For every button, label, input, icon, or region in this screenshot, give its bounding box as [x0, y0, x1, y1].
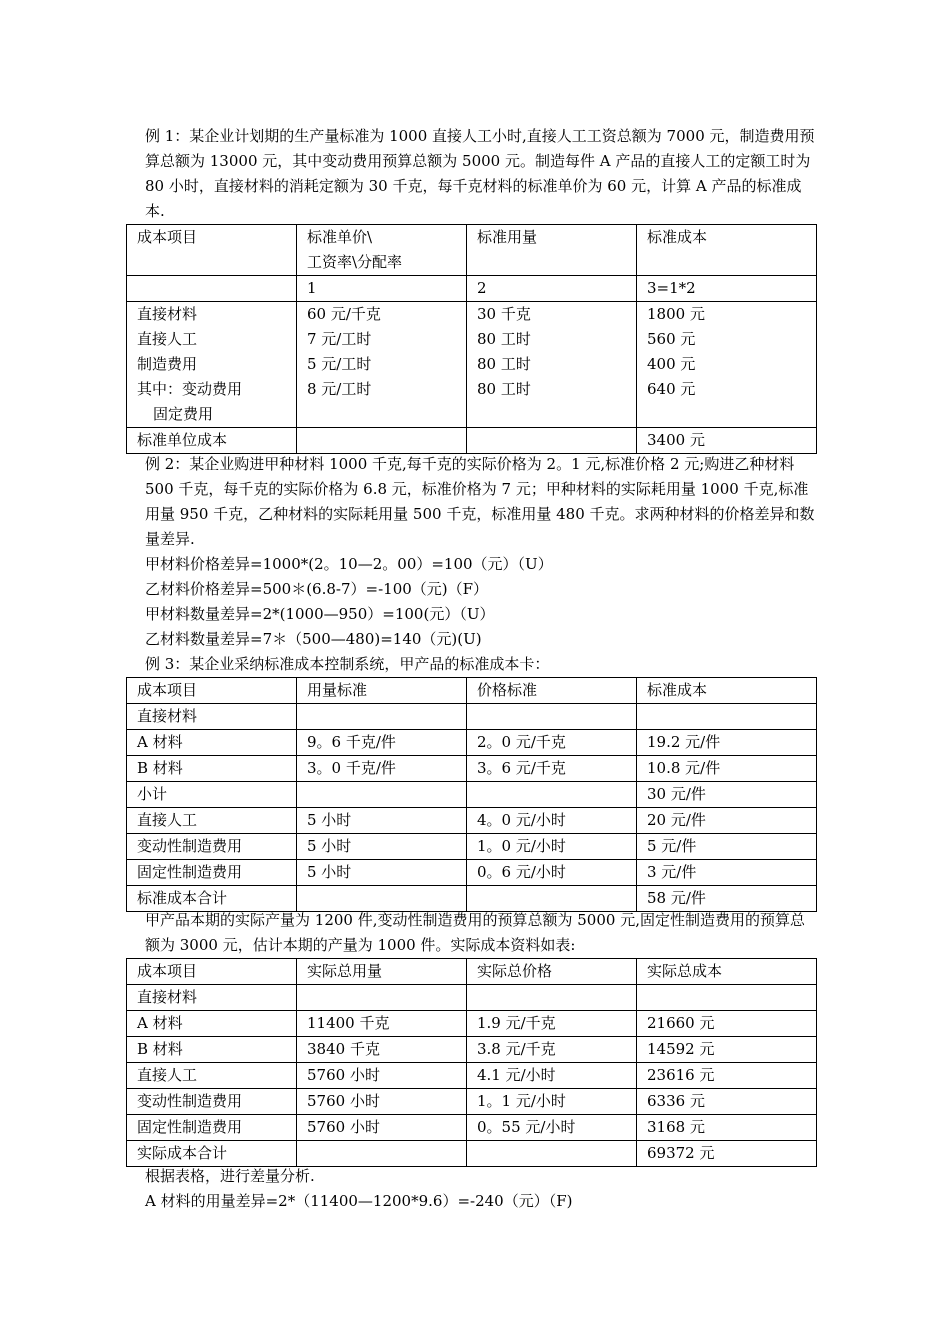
- table-row: [127, 756, 817, 782]
- table-cell: [637, 704, 817, 730]
- table-cell: 3.8 元/千克: [467, 1037, 637, 1063]
- example-2-intro: 例 2：某企业购进甲种材料 1000 千克,每千克的实际价格为 2。1 元,标准价格 2 元;购进乙种材料 500 千克，每千克的实际价格为 6.8 元，标准价格为 7 元；甲种材料的实际耗用量 1000 千克,标准用量 950 千克，乙种材料的实际耗用量 500 千克，标准用量 480 千克。求两种材料的价格差异和数量差异.: [145, 455, 815, 548]
- table-cell: 23616 元: [637, 1063, 817, 1089]
- table-cell: 固定性制造费用: [127, 860, 297, 886]
- table-cell: 直接人工: [127, 1063, 297, 1089]
- table-cell: [297, 428, 467, 454]
- quantity-variance-line: A 材料的用量差异=2*（11400—1200*9.6）=-240（元）（F): [145, 1192, 573, 1210]
- table-cell: [297, 782, 467, 808]
- table-cell: 1.9 元/千克: [467, 1011, 637, 1037]
- table-cell: 2。0 元/千克: [467, 730, 637, 756]
- header-cell: 成本项目: [127, 225, 297, 276]
- table-row: [127, 1011, 817, 1037]
- header-cell: 标准用量: [467, 225, 637, 276]
- table-cell: [467, 1141, 637, 1167]
- cost-item: 其中：变动费用: [137, 380, 243, 398]
- qty-value: 80 工时: [477, 380, 531, 398]
- qty-value: 30 千克: [477, 305, 531, 323]
- table-cell: 20 元/件: [637, 808, 817, 834]
- table-cell: 变动性制造费用: [127, 834, 297, 860]
- table-row: [127, 730, 817, 756]
- table-row: [127, 860, 817, 886]
- header-cell: 用量标准: [297, 678, 467, 704]
- analysis-text: 根据表格，进行差量分析.: [145, 1167, 315, 1185]
- table-cell: 直接材料: [127, 985, 297, 1011]
- table-cell: 标准单位成本: [127, 428, 297, 454]
- header-line: 标准单价\: [307, 228, 373, 246]
- header-cell: 成本项目: [127, 959, 297, 985]
- table-cell: 5 小时: [297, 808, 467, 834]
- header-cell: 成本项目: [127, 678, 297, 704]
- table-cell: 4。0 元/小时: [467, 808, 637, 834]
- header-cell: [297, 225, 467, 276]
- table-cell: [467, 704, 637, 730]
- qty-value: 80 工时: [477, 355, 531, 373]
- table-row: [127, 276, 817, 302]
- table-row: [127, 782, 817, 808]
- table-cell: 5 小时: [297, 834, 467, 860]
- table-cell: [467, 985, 637, 1011]
- table-cell: 9。6 千克/件: [297, 730, 467, 756]
- table-cell: A 材料: [127, 1011, 297, 1037]
- table-cell: [297, 985, 467, 1011]
- table-cell: [297, 302, 467, 428]
- table-cell: 标准成本合计: [127, 886, 297, 912]
- header-cell: 标准成本: [637, 678, 817, 704]
- table-cell: 1。0 元/小时: [467, 834, 637, 860]
- table-row: [127, 1141, 817, 1167]
- table-cell: 直接人工: [127, 808, 297, 834]
- table-row: [127, 1115, 817, 1141]
- table-cell: 5760 小时: [297, 1115, 467, 1141]
- table-cell: [127, 276, 297, 302]
- header-cell: 标准成本: [637, 225, 817, 276]
- table-cell: 1: [297, 276, 467, 302]
- table-cell: 3=1*2: [637, 276, 817, 302]
- table-cell: 5 小时: [297, 860, 467, 886]
- table-cell: 5760 小时: [297, 1063, 467, 1089]
- header-cell: 实际总用量: [297, 959, 467, 985]
- table-cell: A 材料: [127, 730, 297, 756]
- header-cell: 价格标准: [467, 678, 637, 704]
- table-cell: 30 元/件: [637, 782, 817, 808]
- actual-cost-table: [126, 958, 817, 1167]
- cost-item: 直接人工: [137, 330, 198, 348]
- table-total-row: [127, 428, 817, 454]
- qty-value: 80 工时: [477, 330, 531, 348]
- table-row: [127, 808, 817, 834]
- table-cell: 变动性制造费用: [127, 1089, 297, 1115]
- cost-item: 直接材料: [137, 305, 198, 323]
- standard-cost-card-table: [126, 677, 817, 912]
- table-cell: 0。55 元/小时: [467, 1115, 637, 1141]
- table-cell: 4.1 元/小时: [467, 1063, 637, 1089]
- variance-line: 甲材料数量差异=2*(1000—950）=100(元）（U）: [145, 605, 495, 623]
- table-cell: 69372 元: [637, 1141, 817, 1167]
- table-cell: 0。6 元/小时: [467, 860, 637, 886]
- table-cell: 21660 元: [637, 1011, 817, 1037]
- table-cell: 3168 元: [637, 1115, 817, 1141]
- table-header-row: [127, 959, 817, 985]
- cost-item: 制造费用: [137, 355, 198, 373]
- table-cell: 5760 小时: [297, 1089, 467, 1115]
- table-cell: [297, 1141, 467, 1167]
- table-cell: 14592 元: [637, 1037, 817, 1063]
- table-cell: [467, 782, 637, 808]
- table-row: [127, 302, 817, 428]
- price-value: 60 元/千克: [307, 305, 381, 323]
- price-value: 5 元/工时: [307, 355, 372, 373]
- table-row: [127, 985, 817, 1011]
- table-cell: [127, 302, 297, 428]
- header-line: 工资率\分配率: [307, 253, 403, 271]
- header-cell: 实际总价格: [467, 959, 637, 985]
- table-header-row: [127, 678, 817, 704]
- price-value: 8 元/工时: [307, 380, 372, 398]
- cost-value: 560 元: [647, 330, 696, 348]
- table-cell: 6336 元: [637, 1089, 817, 1115]
- price-value: 7 元/工时: [307, 330, 372, 348]
- table-cell: B 材料: [127, 756, 297, 782]
- table-cell: 10.8 元/件: [637, 756, 817, 782]
- table-cell: 1。1 元/小时: [467, 1089, 637, 1115]
- table-row: [127, 1063, 817, 1089]
- table-cell: 58 元/件: [637, 886, 817, 912]
- table-cell: [297, 704, 467, 730]
- table-cell: 小计: [127, 782, 297, 808]
- example-1-intro: 例 1：某企业计划期的生产量标准为 1000 直接人工小时,直接人工工资总额为 7000 元，制造费用预算总额为 13000 元，其中变动费用预算总额为 5000 元。制造每件 A 产品的直接人工的定额工时为 80 小时，直接材料的消耗定额为 30 千克，每千克材料的标准单价为 60 元，计算 A 产品的标准成本.: [145, 127, 815, 220]
- table-row: [127, 704, 817, 730]
- table-cell: 19.2 元/件: [637, 730, 817, 756]
- table-cell: 实际成本合计: [127, 1141, 297, 1167]
- table-cell: 3。6 元/千克: [467, 756, 637, 782]
- table-cell: 固定性制造费用: [127, 1115, 297, 1141]
- table-cell: 5 元/件: [637, 834, 817, 860]
- table-header-row: [127, 225, 817, 276]
- cost-value: 1800 元: [647, 305, 705, 323]
- table-cell: [467, 302, 637, 428]
- table-row: [127, 834, 817, 860]
- table-cell: [467, 428, 637, 454]
- table-cell: B 材料: [127, 1037, 297, 1063]
- example-3-intro: 例 3：某企业采纳标准成本控制系统，甲产品的标准成本卡：: [145, 655, 550, 673]
- table-cell: 3840 千克: [297, 1037, 467, 1063]
- variance-line: 甲材料价格差异=1000*(2。10—2。00）=100（元）（U）: [145, 555, 553, 573]
- table-cell: 3。0 千克/件: [297, 756, 467, 782]
- table-row: [127, 1089, 817, 1115]
- header-cell: 实际总成本: [637, 959, 817, 985]
- table-cell: 11400 千克: [297, 1011, 467, 1037]
- standard-cost-table: [126, 224, 817, 454]
- table-cell: [637, 302, 817, 428]
- table-cell: 直接材料: [127, 704, 297, 730]
- table-cell: 3 元/件: [637, 860, 817, 886]
- table-row: [127, 1037, 817, 1063]
- variance-line: 乙材料价格差异=500＊(6.8-7）=-100（元)（F）: [145, 580, 489, 598]
- table-cell: 2: [467, 276, 637, 302]
- variance-line: 乙材料数量差异=7＊（500—480)=140（元)(U): [145, 630, 482, 648]
- actual-production-text: 甲产品本期的实际产量为 1200 件,变动性制造费用的预算总额为 5000 元,固定性制造费用的预算总额为 3000 元，估计本期的产量为 1000 件。实际成本资料如表:: [145, 911, 805, 954]
- table-cell: [637, 985, 817, 1011]
- table-cell: 3400 元: [637, 428, 817, 454]
- cost-value: 400 元: [647, 355, 696, 373]
- cost-item: 固定费用: [153, 405, 214, 423]
- cost-value: 640 元: [647, 380, 696, 398]
